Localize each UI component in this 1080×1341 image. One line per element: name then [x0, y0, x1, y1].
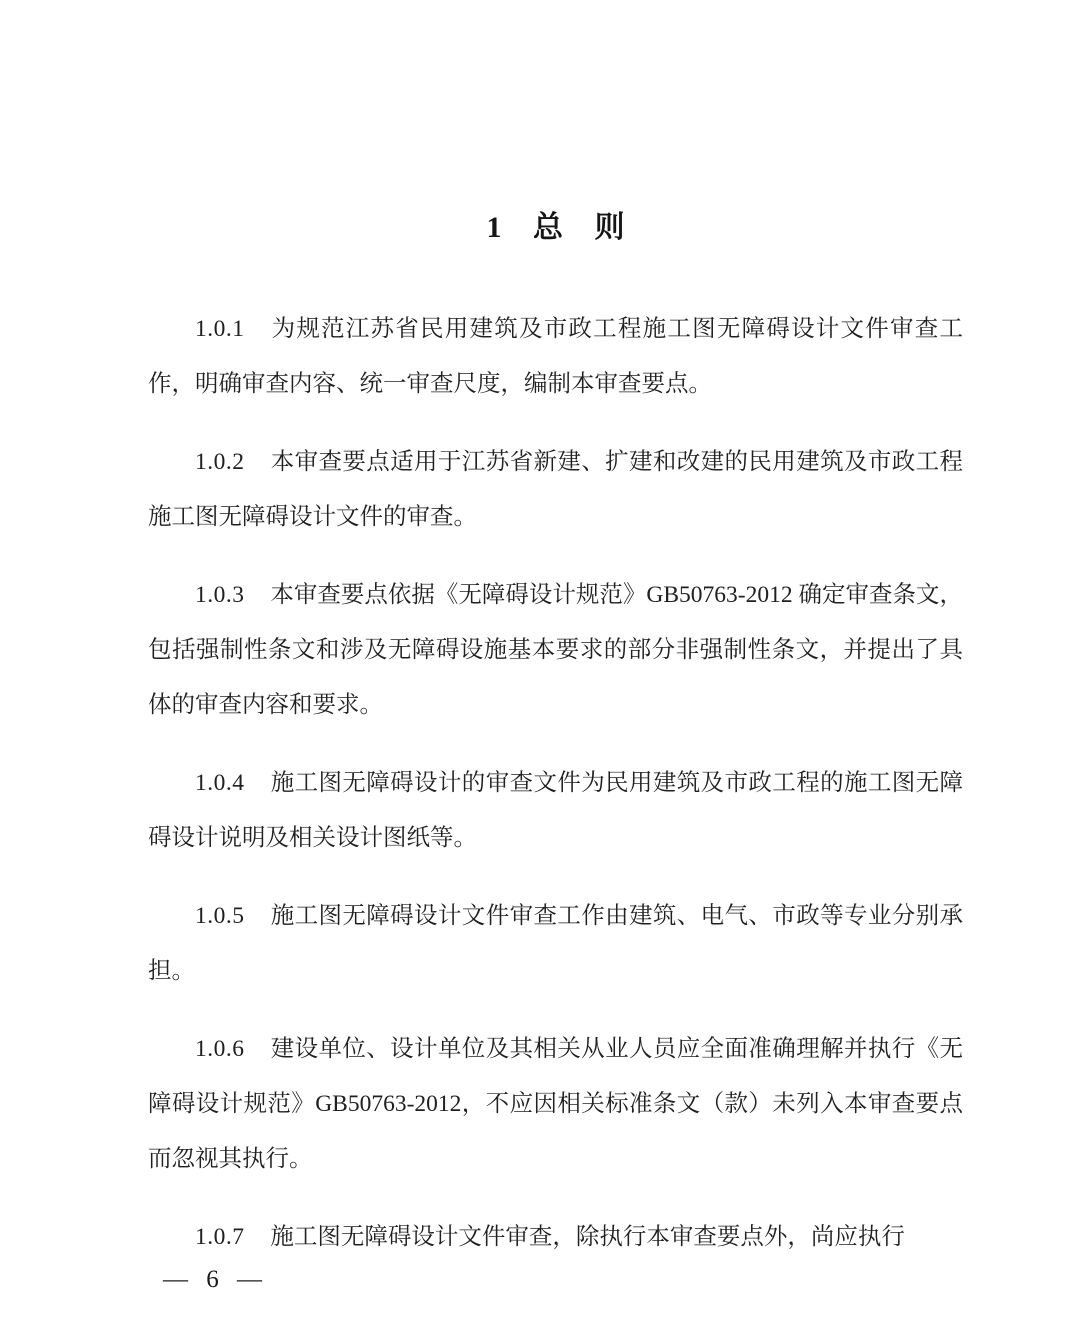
- clause-text: 施工图无障碍设计文件审查工作由建筑、电气、市政等专业分别承担。: [148, 903, 963, 984]
- clause-number: 1.0.4: [195, 770, 245, 796]
- clause-text: 施工图无障碍设计的审查文件为民用建筑及市政工程的施工图无障碍设计说明及相关设计图纸等。: [148, 770, 963, 851]
- clause-1-0-3: [148, 568, 963, 733]
- clause-number: 1.0.6: [195, 1036, 245, 1062]
- clause-1-0-2: [148, 435, 963, 545]
- clause-text: 建设单位、设计单位及其相关从业人员应全面准确理解并执行《无障碍设计规范》GB50763-2012，不应因相关标准条文（款）未列入本审查要点而忽视其执行。: [148, 1036, 963, 1172]
- clause-number: 1.0.1: [195, 316, 245, 342]
- document-content: [148, 202, 963, 1288]
- clause-1-0-1: [148, 302, 963, 412]
- clause-number: 1.0.7: [195, 1224, 245, 1250]
- clause-number: 1.0.3: [195, 582, 245, 608]
- clause-text: 施工图无障碍设计文件审查，除执行本审查要点外，尚应执行: [270, 1224, 905, 1250]
- clause-number: 1.0.5: [195, 903, 245, 929]
- clause-1-0-5: [148, 889, 963, 999]
- page-title: 1 总 则: [486, 211, 637, 244]
- clause-text: 本审查要点依据《无障碍设计规范》GB50763-2012 确定审查条文，包括强制性条文和涉及无障碍设施基本要求的部分非强制性条文，并提出了具体的审查内容和要求。: [148, 582, 963, 718]
- clause-1-0-7: [148, 1210, 963, 1265]
- clause-1-0-6: [148, 1022, 963, 1187]
- page-number: — 6 —: [163, 1266, 268, 1293]
- clause-text: 为规范江苏省民用建筑及市政工程施工图无障碍设计文件审查工作，明确审查内容、统一审查尺度，编制本审查要点。: [148, 316, 963, 397]
- clause-text: 本审查要点适用于江苏省新建、扩建和改建的民用建筑及市政工程施工图无障碍设计文件的审查。: [148, 449, 963, 530]
- clause-number: 1.0.2: [195, 449, 245, 475]
- clause-1-0-4: [148, 756, 963, 866]
